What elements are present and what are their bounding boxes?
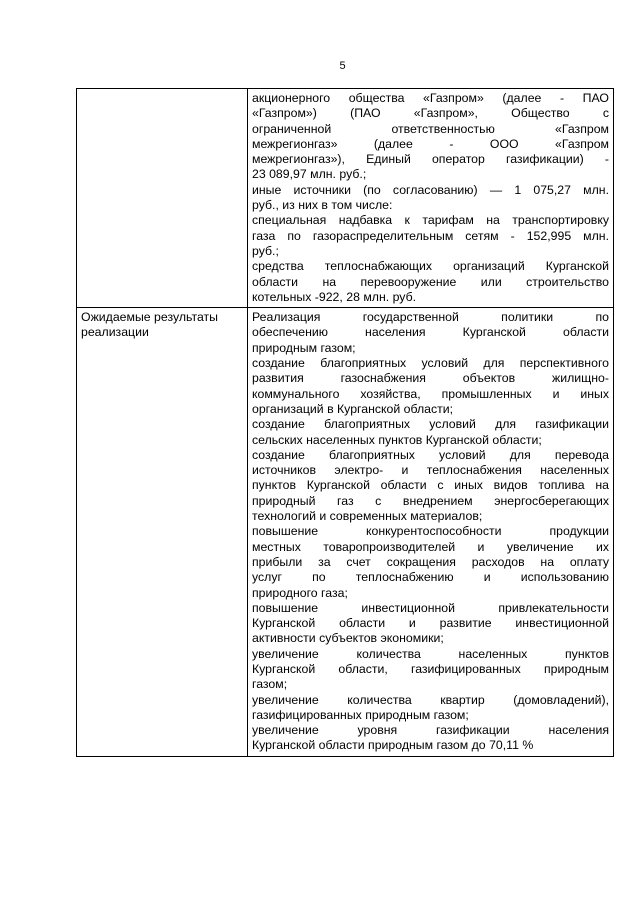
content-text-line: ограниченной ответственностью «Газпром	[252, 121, 609, 136]
content-text-line: иные источники (по согласованию) — 1 075,27 млн.	[252, 182, 609, 197]
row-label-line: реализации	[81, 325, 149, 340]
content-text-line: руб.;	[252, 243, 279, 258]
row-content-cell	[248, 89, 614, 308]
content-text-line: источников электро- и теплоснабжения населенных	[252, 463, 609, 478]
content-text-line: Реализация государственной политики по	[252, 310, 609, 325]
content-text-line: 23 089,97 млн. руб.;	[252, 167, 367, 182]
content-text-line: пунктов Курганской области с иных видов топлива на	[252, 478, 609, 493]
row-label-cell	[77, 308, 248, 757]
content-text-line: коммунального хозяйства, промышленных и иных	[252, 386, 609, 401]
row-content-cell	[248, 308, 614, 757]
content-text-line: природным газом;	[252, 340, 356, 355]
content-text-line: котельных -922, 28 млн. руб.	[252, 289, 417, 304]
content-text-line: «Газпром») (ПАО «Газпром», Общество с	[252, 106, 609, 121]
content-text-line: сельских населенных пунктов Курганской области;	[252, 432, 542, 447]
content-text-line: области на перевооружение или строительство	[252, 274, 609, 289]
table-row	[77, 89, 614, 308]
content-text-line: акционерного общества «Газпром» (далее - ПАО	[252, 91, 609, 105]
content-text-line: обеспечению населения Курганской области	[252, 325, 609, 340]
table-body	[77, 89, 614, 757]
content-text-line: средства теплоснабжающих организаций Курганской	[252, 259, 609, 274]
content-text-line: увеличение количества квартир (домовладений),	[252, 692, 609, 707]
table-row	[77, 308, 614, 757]
program-passport-table	[76, 88, 614, 757]
content-text-line: специальная надбавка к тарифам на транспортировку	[252, 213, 609, 228]
content-text-line: газом;	[252, 677, 288, 692]
content-text-line: повышение инвестиционной привлекательности	[252, 600, 609, 615]
content-text-line: природный газ с внедрением энергосберегающих	[252, 493, 609, 508]
content-text-line: создание благоприятных условий для перспективного	[252, 356, 609, 371]
content-text-line: местных товаропроизводителей и увеличение их	[252, 539, 609, 554]
row-label-cell	[77, 89, 248, 308]
page-number: 5	[339, 60, 346, 72]
content-text-line: Курганской области, газифицированных природным	[252, 661, 609, 676]
content-text-line: развития газоснабжения объектов жилищно-	[252, 371, 609, 386]
content-text-line: газифицированных природным газом;	[252, 707, 469, 722]
content-text-line: Курганской области природным газом до 70,11 %	[252, 738, 534, 753]
content-text-line: газа по газораспределительным сетям - 152,995 млн.	[252, 228, 609, 243]
content-text-line: прибыли за счет сокращения расходов на оплату	[252, 554, 609, 569]
content-text-line: межрегионгаз»), Единый оператор газификации) -	[252, 152, 609, 167]
content-text-line: технологий и современных материалов;	[252, 509, 483, 524]
content-text-line: организаций в Курганской области;	[252, 401, 454, 416]
content-text-line: природного газа;	[252, 585, 348, 600]
content-text-line: создание благоприятных условий для газификации	[252, 417, 609, 432]
content-text-line: повышение конкурентоспособности продукции	[252, 524, 609, 539]
content-text-line: активности субъектов экономики;	[252, 631, 444, 646]
content-text-line: Курганской области и развитие инвестиционной	[252, 616, 609, 631]
row-label-line: Ожидаемые результаты	[81, 310, 219, 325]
content-text-line: руб., из них в том числе:	[252, 198, 393, 213]
content-text-line: увеличение уровня газификации населения	[252, 723, 609, 738]
content-text-line: увеличение количества населенных пунктов	[252, 646, 609, 661]
content-text-line: услуг по теплоснабжению и использованию	[252, 570, 609, 585]
content-text-line: создание благоприятных условий для перевода	[252, 447, 609, 462]
content-text-line: межрегионгаз» (далее - ООО «Газпром	[252, 136, 609, 151]
